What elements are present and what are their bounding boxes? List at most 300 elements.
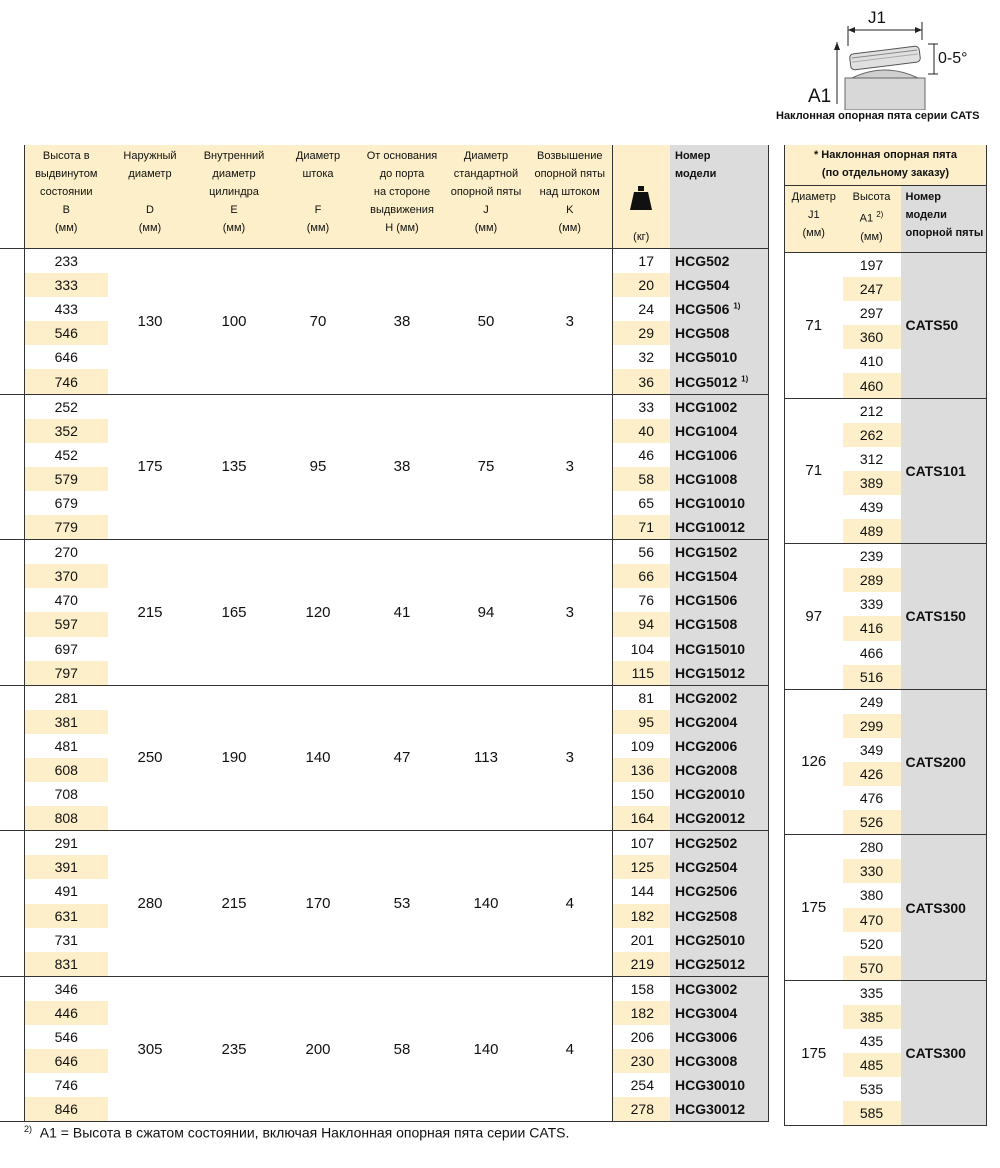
model-number: HCG15012: [675, 664, 746, 681]
cell-model: [670, 612, 768, 636]
row-spacer: [0, 345, 24, 369]
cell-weight: 17: [612, 249, 670, 274]
cell-weight: 20: [612, 273, 670, 297]
cell-a1: 410: [843, 349, 901, 373]
cell-j1: 126: [785, 689, 843, 835]
table-row: [0, 976, 768, 1001]
cell-j1: 71: [785, 253, 843, 399]
cell-model: [670, 1001, 768, 1025]
cell-weight: 115: [612, 661, 670, 686]
cell-a1: 535: [843, 1077, 901, 1101]
model-number: HCG5012: [675, 373, 738, 390]
row-spacer: [0, 928, 24, 952]
header-line: (по отдельному заказу): [821, 167, 950, 179]
cell-a1: 330: [843, 859, 901, 883]
cell-k: 3: [528, 540, 612, 686]
cell-f: 140: [276, 685, 360, 831]
cell-k: 4: [528, 976, 612, 1122]
table-row: [0, 249, 768, 274]
row-spacer: [0, 467, 24, 491]
model-number: HCG25010: [675, 931, 746, 948]
header-line: опорной пяты: [450, 186, 522, 198]
cell-a1: 280: [843, 835, 901, 860]
row-spacer: [0, 904, 24, 928]
header-line: Внутренний: [203, 150, 265, 162]
cell-b: 381: [24, 710, 108, 734]
model-footnote-mark: 1): [733, 301, 741, 311]
cell-model: [670, 249, 768, 274]
cell-weight: 32: [612, 345, 670, 369]
cell-e: 100: [192, 249, 276, 395]
cell-weight: 206: [612, 1025, 670, 1049]
model-number: HCG10010: [675, 494, 746, 511]
row-spacer: [0, 419, 24, 443]
model-number: HCG2506: [675, 883, 738, 900]
header-k: [528, 145, 612, 249]
model-number: HCG1508: [675, 616, 738, 633]
row-spacer: [0, 879, 24, 903]
model-number: HCG2502: [675, 835, 738, 852]
cell-d: 280: [108, 831, 192, 977]
cell-b: 333: [24, 273, 108, 297]
cylinder-rows: [0, 249, 768, 1122]
cell-weight: 107: [612, 831, 670, 856]
row-spacer: [0, 685, 24, 710]
header-line: Возвышение: [537, 150, 603, 162]
cell-model: [670, 540, 768, 565]
row-spacer: [0, 1001, 24, 1025]
cell-b: 352: [24, 419, 108, 443]
header-line: A1 $^{2)}$: [859, 210, 884, 225]
header-line: F: [314, 204, 322, 216]
cats-row: [785, 398, 987, 423]
cell-model: [670, 637, 768, 661]
model-number: HCG2004: [675, 713, 738, 730]
header-f: [276, 145, 360, 249]
cell-model: [670, 1097, 768, 1122]
cell-b: 546: [24, 321, 108, 345]
cell-f: 70: [276, 249, 360, 395]
cell-model: [670, 443, 768, 467]
cell-model: [670, 394, 768, 419]
header-line: (мм): [306, 222, 330, 234]
model-number: HCG30012: [675, 1101, 746, 1118]
cell-b: 391: [24, 855, 108, 879]
cell-d: 130: [108, 249, 192, 395]
cell-f: 95: [276, 394, 360, 540]
cell-weight: 46: [612, 443, 670, 467]
cell-a1: 335: [843, 980, 901, 1005]
cell-a1: 297: [843, 301, 901, 325]
cell-weight: 94: [612, 612, 670, 636]
model-number: HCG502: [675, 253, 730, 270]
cell-b: 270: [24, 540, 108, 565]
header-line: состоянии: [39, 186, 93, 198]
model-number: HCG1006: [675, 446, 738, 463]
cell-b: 597: [24, 612, 108, 636]
model-number: HCG1502: [675, 544, 738, 561]
cell-model: [670, 467, 768, 491]
model-number: HCG3002: [675, 980, 738, 997]
cell-d: 175: [108, 394, 192, 540]
model-number: HCG5010: [675, 349, 738, 366]
cell-weight: 125: [612, 855, 670, 879]
cell-weight: 150: [612, 782, 670, 806]
model-number: HCG508: [675, 325, 730, 342]
weight-icon: [630, 186, 652, 210]
cell-e: 190: [192, 685, 276, 831]
cell-a1: 385: [843, 1005, 901, 1029]
cell-weight: 29: [612, 321, 670, 345]
header-line: J: [483, 204, 489, 216]
cell-e: 215: [192, 831, 276, 977]
cell-b: 697: [24, 637, 108, 661]
header-line: Номер: [675, 150, 711, 162]
cell-h: 47: [360, 685, 444, 831]
cell-b: 646: [24, 345, 108, 369]
cell-a1: 426: [843, 762, 901, 786]
model-number: HCG3008: [675, 1053, 738, 1070]
cell-weight: 71: [612, 515, 670, 540]
cats-title: [785, 145, 987, 186]
cell-e: 135: [192, 394, 276, 540]
cell-j: 113: [444, 685, 528, 831]
header-line: E: [230, 204, 238, 216]
header-spacer: [0, 145, 24, 249]
row-spacer: [0, 855, 24, 879]
cell-a1: 349: [843, 738, 901, 762]
cell-weight: 219: [612, 952, 670, 977]
cell-model: [670, 685, 768, 710]
cats-header-a1: [843, 186, 901, 253]
header-line: до порта: [379, 168, 425, 180]
model-number: HCG2002: [675, 689, 738, 706]
cell-f: 170: [276, 831, 360, 977]
cell-model: [670, 321, 768, 345]
header-line: Высота: [852, 191, 891, 203]
cats-header-row: [785, 186, 987, 253]
header-model: [670, 145, 768, 249]
header-line: (мм): [55, 222, 78, 234]
cell-cats-model: CATS101: [901, 398, 987, 544]
row-spacer: [0, 564, 24, 588]
header-line: Диаметр: [791, 191, 836, 203]
row-spacer: [0, 734, 24, 758]
cell-j1: 97: [785, 544, 843, 690]
row-spacer: [0, 1049, 24, 1073]
weight-unit: (кг): [633, 231, 650, 243]
cell-a1: 339: [843, 592, 901, 616]
cell-weight: 24: [612, 297, 670, 321]
cell-cats-model: CATS50: [901, 253, 987, 399]
cats-row: [785, 253, 987, 278]
row-spacer: [0, 710, 24, 734]
header-weight: [612, 145, 670, 249]
table-row: [0, 540, 768, 565]
cell-a1: 299: [843, 714, 901, 738]
cell-weight: 201: [612, 928, 670, 952]
row-spacer: [0, 976, 24, 1001]
cell-model: [670, 806, 768, 831]
cell-a1: 239: [843, 544, 901, 569]
cell-b: 797: [24, 661, 108, 686]
cell-weight: 164: [612, 806, 670, 831]
cell-a1: 197: [843, 253, 901, 278]
cats-row: [785, 689, 987, 714]
cell-model: [670, 831, 768, 856]
cats-row: [785, 835, 987, 860]
row-spacer: [0, 297, 24, 321]
row-spacer: [0, 661, 24, 686]
header-line: (мм): [222, 222, 246, 234]
cell-model: [670, 782, 768, 806]
cell-a1: 360: [843, 325, 901, 349]
cell-b: 646: [24, 1049, 108, 1073]
cell-h: 53: [360, 831, 444, 977]
header-row: [0, 145, 768, 249]
cell-b: 831: [24, 952, 108, 977]
cell-b: 452: [24, 443, 108, 467]
header-line: цилиндра: [209, 186, 259, 198]
header-line: опорной пяты: [534, 168, 606, 180]
cell-j: 50: [444, 249, 528, 395]
header-line: J1: [807, 209, 820, 221]
cell-model: [670, 976, 768, 1001]
cell-weight: 76: [612, 588, 670, 612]
cell-model: [670, 515, 768, 540]
cell-model: [670, 297, 768, 321]
model-number: HCG1504: [675, 568, 738, 585]
cell-b: 446: [24, 1001, 108, 1025]
cell-weight: 254: [612, 1073, 670, 1097]
cell-weight: 109: [612, 734, 670, 758]
cell-model: [670, 369, 768, 394]
cell-weight: 58: [612, 467, 670, 491]
cell-k: 3: [528, 249, 612, 395]
model-number: HCG3004: [675, 1004, 738, 1021]
cell-model: [670, 419, 768, 443]
row-spacer: [0, 612, 24, 636]
j1-label: J1: [868, 8, 886, 27]
table-row: [0, 685, 768, 710]
cell-b: 470: [24, 588, 108, 612]
cell-a1: 526: [843, 810, 901, 835]
cell-cats-model: CATS300: [901, 835, 987, 981]
cell-b: 252: [24, 394, 108, 419]
cell-b: 779: [24, 515, 108, 540]
row-spacer: [0, 637, 24, 661]
cell-model: [670, 564, 768, 588]
model-number: HCG2504: [675, 859, 738, 876]
cell-weight: 278: [612, 1097, 670, 1122]
cell-model: [670, 1049, 768, 1073]
cell-model: [670, 855, 768, 879]
header-line: стандартной: [453, 168, 519, 180]
header-line: диаметр: [128, 168, 172, 180]
cell-b: 346: [24, 976, 108, 1001]
cell-a1: 570: [843, 956, 901, 981]
header-line: штока: [302, 168, 334, 180]
cell-a1: 460: [843, 373, 901, 398]
cell-d: 305: [108, 976, 192, 1122]
cell-model: [670, 588, 768, 612]
header-line: От основания: [366, 150, 438, 162]
cell-model: [670, 879, 768, 903]
header-b: [24, 145, 108, 249]
cell-weight: 33: [612, 394, 670, 419]
cell-b: 281: [24, 685, 108, 710]
cell-b: 679: [24, 491, 108, 515]
header-e: [192, 145, 276, 249]
cell-b: 631: [24, 904, 108, 928]
model-number: HCG15010: [675, 640, 746, 657]
cats-spec-table: [784, 145, 987, 1126]
footnote-text: A1 = Высота в сжатом состоянии, включая Наклонная опорная пята серии CATS.: [39, 1124, 570, 1141]
cell-h: 38: [360, 394, 444, 540]
cell-k: 4: [528, 831, 612, 977]
row-spacer: [0, 1097, 24, 1122]
cell-weight: 65: [612, 491, 670, 515]
cell-a1: 476: [843, 786, 901, 810]
cell-cats-model: CATS150: [901, 544, 987, 690]
cell-a1: 520: [843, 932, 901, 956]
cell-b: 233: [24, 249, 108, 274]
header-line: выдвинутом: [35, 168, 98, 180]
header-j: [444, 145, 528, 249]
header-line: над штоком: [539, 186, 600, 198]
model-number: HCG1506: [675, 592, 738, 609]
cats-row: [785, 544, 987, 569]
header-line: D: [146, 204, 154, 216]
header-line: Диаметр: [295, 150, 341, 162]
header-line: на стороне: [373, 186, 431, 198]
cell-model: [670, 1073, 768, 1097]
cell-h: 58: [360, 976, 444, 1122]
cell-j1: 175: [785, 835, 843, 981]
cell-b: 546: [24, 1025, 108, 1049]
model-number: HCG20010: [675, 786, 746, 803]
row-spacer: [0, 952, 24, 977]
table-row: [0, 394, 768, 419]
cell-weight: 40: [612, 419, 670, 443]
cell-model: [670, 952, 768, 977]
cell-b: 481: [24, 734, 108, 758]
header-h: [360, 145, 444, 249]
cell-j: 75: [444, 394, 528, 540]
row-spacer: [0, 443, 24, 467]
cell-weight: 95: [612, 710, 670, 734]
row-spacer: [0, 515, 24, 540]
cell-a1: 249: [843, 689, 901, 714]
row-spacer: [0, 394, 24, 419]
cell-a1: 485: [843, 1053, 901, 1077]
header-line: [110, 183, 190, 201]
header-line: [278, 183, 358, 201]
row-spacer: [0, 758, 24, 782]
cell-h: 41: [360, 540, 444, 686]
cats-title-row: [785, 145, 987, 186]
cell-a1: 247: [843, 277, 901, 301]
cats-row: [785, 980, 987, 1005]
table-row: [0, 831, 768, 856]
row-spacer: [0, 491, 24, 515]
model-number: HCG1008: [675, 470, 738, 487]
model-number: HCG504: [675, 277, 730, 294]
cell-j1: 175: [785, 980, 843, 1126]
cell-e: 235: [192, 976, 276, 1122]
row-spacer: [0, 588, 24, 612]
cats-header-j1: [785, 186, 843, 253]
model-number: HCG1002: [675, 398, 738, 415]
cell-cats-model: CATS300: [901, 980, 987, 1126]
header-line: (мм): [558, 222, 581, 234]
cell-b: 608: [24, 758, 108, 782]
cylinder-spec-table: [0, 145, 769, 1122]
row-spacer: [0, 1025, 24, 1049]
cell-a1: 389: [843, 471, 901, 495]
cell-f: 120: [276, 540, 360, 686]
cell-a1: 489: [843, 519, 901, 544]
cell-b: 708: [24, 782, 108, 806]
cell-b: 579: [24, 467, 108, 491]
header-line: H (мм): [385, 222, 419, 234]
cell-weight: 158: [612, 976, 670, 1001]
model-number: HCG2508: [675, 907, 738, 924]
cell-b: 746: [24, 1073, 108, 1097]
row-spacer: [0, 273, 24, 297]
cell-weight: 144: [612, 879, 670, 903]
model-number: HCG1004: [675, 422, 738, 439]
cell-model: [670, 734, 768, 758]
cats-header-model: [901, 186, 987, 253]
cell-model: [670, 758, 768, 782]
cell-model: [670, 1025, 768, 1049]
footnote-mark: 2): [24, 1124, 33, 1134]
cell-a1: 212: [843, 398, 901, 423]
cell-b: 731: [24, 928, 108, 952]
cell-h: 38: [360, 249, 444, 395]
model-number: HCG2008: [675, 762, 738, 779]
row-spacer: [0, 369, 24, 394]
row-spacer: [0, 831, 24, 856]
cell-b: 370: [24, 564, 108, 588]
cell-d: 215: [108, 540, 192, 686]
model-footnote-mark: 1): [741, 373, 749, 383]
cell-b: 291: [24, 831, 108, 856]
cell-model: [670, 273, 768, 297]
header-line: (мм): [802, 227, 825, 239]
header-footnote-mark: 2): [876, 210, 884, 219]
cell-b: 808: [24, 806, 108, 831]
cell-b: 491: [24, 879, 108, 903]
cell-a1: 439: [843, 495, 901, 519]
cell-weight: 56: [612, 540, 670, 565]
cats-rows: [785, 253, 987, 1126]
row-spacer: [0, 321, 24, 345]
cell-k: 3: [528, 394, 612, 540]
a1-label: A1: [808, 86, 832, 107]
cell-weight: 182: [612, 904, 670, 928]
header-line: диаметр: [212, 168, 256, 180]
model-number: HCG3006: [675, 1029, 738, 1046]
row-spacer: [0, 540, 24, 565]
cell-weight: 136: [612, 758, 670, 782]
cell-a1: 470: [843, 908, 901, 932]
footnote: [24, 1124, 569, 1141]
angle-label: 0-5°: [938, 50, 968, 67]
cell-j: 140: [444, 831, 528, 977]
cell-j1: 71: [785, 398, 843, 544]
